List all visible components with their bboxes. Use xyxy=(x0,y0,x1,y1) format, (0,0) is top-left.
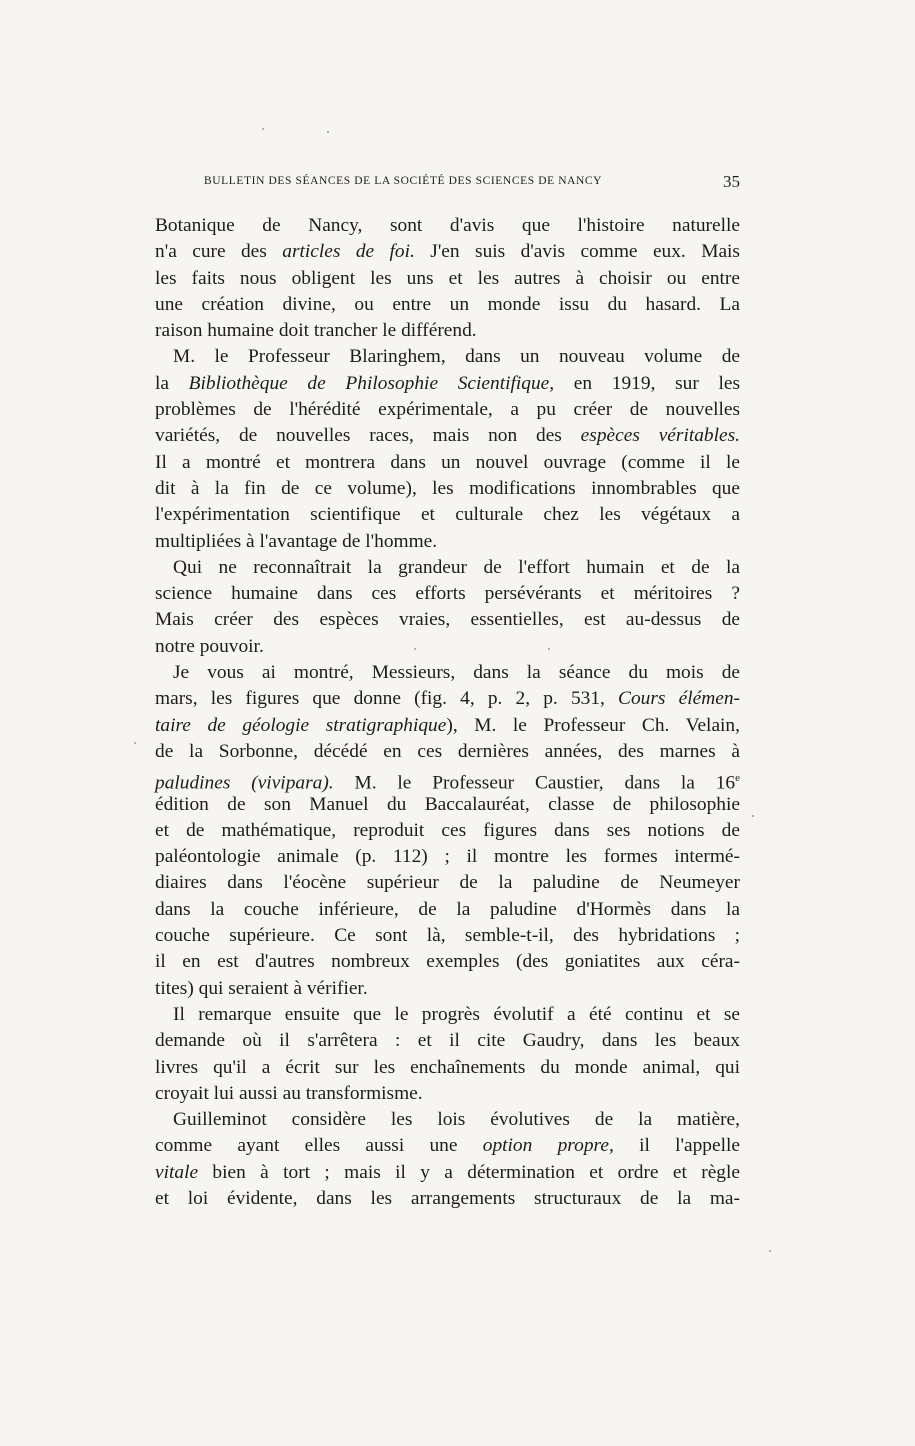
text-run: diaires dans l'éocène supérieur de la paludine de Neumeyer xyxy=(155,872,740,894)
text-run: bien à tort ; mais il y a détermination et ordre et règle xyxy=(198,1161,740,1183)
text-run: Botanique de Nancy, sont d'avis que l'histoire naturelle xyxy=(155,215,740,236)
speck xyxy=(752,815,754,817)
text-line xyxy=(155,1081,740,1107)
text-run: en 1919, sur les xyxy=(554,372,741,394)
text-line xyxy=(155,239,740,265)
text-run: il l'appelle xyxy=(613,1135,740,1157)
text-run: Mais créer des espèces vraies, essentielles, est au-dessus de xyxy=(155,609,740,631)
running-header xyxy=(204,172,740,195)
italic-run: Cours élémen- xyxy=(618,688,740,710)
text-line xyxy=(155,634,740,660)
text-line xyxy=(155,1055,740,1081)
text-line xyxy=(155,266,740,292)
text-run: dans la couche inférieure, de la paludine d'Hormès dans la xyxy=(155,898,740,920)
italic-run: paludines (vivipara). xyxy=(155,772,334,794)
text-run: science humaine dans ces efforts persévérants et méritoires ? xyxy=(155,583,740,605)
text-run: Il remarque ensuite que le progrès évolutif a été continu et se xyxy=(173,1003,740,1025)
text-line xyxy=(155,1133,740,1159)
superscript: e xyxy=(735,772,740,785)
speck xyxy=(414,648,416,650)
journal-title: BULLETIN DES SÉANCES DE LA SOCIÉTÉ DES SCIENCES DE NANCY xyxy=(204,175,603,187)
text-run: variétés, de nouvelles races, mais non des xyxy=(155,425,581,447)
text-line xyxy=(155,476,740,502)
text-line xyxy=(155,949,740,975)
text-run: couche supérieure. Ce sont là, semble-t-il, des hybridations ; xyxy=(155,925,740,947)
speck xyxy=(134,742,136,744)
text-run: demande où il s'arrêtera : et il cite Gaudry, dans les beaux xyxy=(155,1030,740,1052)
text-run: mars, les figures que donne (fig. 4, p. 2, p. 531, xyxy=(155,688,619,710)
text-line xyxy=(155,344,740,370)
text-run: M. le Professeur Blaringhem, dans un nouveau volume de xyxy=(173,346,740,368)
text-run: Qui ne reconnaîtrait la grandeur de l'effort humain et de la xyxy=(173,556,740,578)
text-run: multipliées à l'avantage de l'homme. xyxy=(155,530,438,552)
speck xyxy=(262,128,264,130)
text-run: Il a montré et montrera dans un nouvel ouvrage (comme il le xyxy=(155,451,740,473)
text-run: Je vous ai montré, Messieurs, dans la séance du mois de xyxy=(173,662,740,684)
text-line xyxy=(155,686,740,712)
text-run: paléontologie animale (p. 112) ; il montre les formes intermé- xyxy=(155,846,740,868)
italic-run: articles de foi. xyxy=(282,241,415,263)
text-line xyxy=(155,713,740,739)
text-line xyxy=(155,450,740,476)
text-line xyxy=(155,1107,740,1133)
text-line xyxy=(155,765,740,794)
text-run: J'en suis d'avis comme eux. Mais xyxy=(414,241,740,263)
text-line xyxy=(155,292,740,318)
text-run: raison humaine doit trancher le différend. xyxy=(155,320,477,342)
text-line xyxy=(155,976,740,1002)
text-line xyxy=(155,371,740,397)
text-line xyxy=(155,423,740,449)
italic-run: Bibliothèque de Philosophie Scientifique, xyxy=(188,372,555,394)
text-run: problèmes de l'hérédité expérimentale, a pu créer de nouvelles xyxy=(155,399,740,421)
text-run: dit à la fin de ce volume), les modifications innombrables que xyxy=(155,477,740,499)
body-text xyxy=(155,213,740,1212)
speck xyxy=(327,131,329,133)
text-run: notre pouvoir. xyxy=(155,635,264,657)
text-run: et de mathématique, reproduit ces figures dans ses notions de xyxy=(155,819,740,841)
text-run: tites) qui seraient à vérifier. xyxy=(155,977,368,999)
text-run: Guilleminot considère les lois évolutives de la matière, xyxy=(173,1109,740,1131)
text-run: comme ayant elles aussi une xyxy=(155,1135,483,1157)
text-line xyxy=(155,529,740,555)
text-line xyxy=(155,1002,740,1028)
page-number: 35 xyxy=(723,172,740,191)
text-line xyxy=(155,607,740,633)
text-line xyxy=(155,844,740,870)
text-line xyxy=(155,318,740,344)
text-line xyxy=(155,397,740,423)
text-line xyxy=(155,739,740,765)
text-run: M. le Professeur Caustier, dans la 16 xyxy=(333,772,736,794)
text-run: croyait lui aussi au transformisme. xyxy=(155,1082,423,1104)
text-line xyxy=(155,923,740,949)
text-run: de la Sorbonne, décédé en ces dernières années, des marnes à xyxy=(155,740,740,762)
text-line xyxy=(155,897,740,923)
text-run: livres qu'il a écrit sur les enchaînements du monde animal, qui xyxy=(155,1056,740,1078)
text-run: édition de son Manuel du Baccalauréat, classe de philosophie xyxy=(155,793,740,815)
text-line xyxy=(155,792,740,818)
italic-run: vitale xyxy=(155,1161,199,1183)
speck xyxy=(769,1250,771,1252)
text-run: la xyxy=(155,372,189,394)
italic-run: taire de géologie stratigraphique xyxy=(155,714,447,736)
text-line xyxy=(155,660,740,686)
text-line xyxy=(155,502,740,528)
text-run: l'expérimentation scientifique et culturale chez les végétaux a xyxy=(155,504,740,526)
text-line xyxy=(155,1028,740,1054)
text-line xyxy=(155,1160,740,1186)
text-line xyxy=(155,870,740,896)
text-run: et loi évidente, dans les arrangements structuraux de la ma- xyxy=(155,1187,740,1209)
text-line xyxy=(155,818,740,844)
text-line xyxy=(155,213,740,239)
speck xyxy=(548,648,550,650)
text-line xyxy=(155,581,740,607)
text-line xyxy=(155,555,740,581)
italic-run: espèces véritables. xyxy=(580,425,741,447)
text-run: il en est d'autres nombreux exemples (des goniatites aux céra- xyxy=(155,951,740,973)
text-run: une création divine, ou entre un monde issu du hasard. La xyxy=(155,293,740,315)
italic-run: option propre, xyxy=(482,1135,614,1157)
text-run: n'a cure des xyxy=(155,241,283,263)
text-run: les faits nous obligent les uns et les autres à choisir ou entre xyxy=(155,267,740,289)
text-line xyxy=(155,1186,740,1212)
text-run: ), M. le Professeur Ch. Velain, xyxy=(446,714,740,736)
